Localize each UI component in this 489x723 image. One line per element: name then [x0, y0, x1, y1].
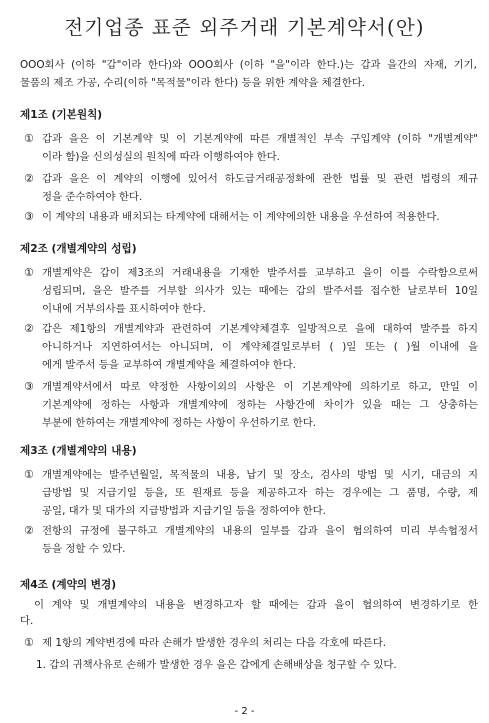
- article-3-item-1-number: ①: [24, 468, 34, 481]
- article-3-item-1-line-3: 공일, 대가 및 대가의 지급방법과 지급기일 등을 정하여야 한다.: [42, 505, 326, 517]
- article-3-item-1-line-2: 급방법 및 지급기일 등을, 또 원재료 등을 제공하고자 하는 경우에는 그 품명, 수량, 제: [42, 487, 478, 499]
- article-3-item-2-line-1: 전항의 규정에 불구하고 개별계약의 내용의 일부를 갑과 을이 협의하여 미리 부속협정서: [42, 525, 478, 537]
- article-1-item-1-number: ①: [24, 132, 34, 145]
- intro-line-1: OOO회사 (이하 "갑"이라 한다)와 OOO회사 (이하 "을"이라 한다.)는 갑과 을간의 자재, 기기,: [20, 59, 477, 71]
- article-3-item-1-line-1: 개별계약에는 발주년월일, 목적물의 내용, 납기 및 장소, 검사의 방법 및 시기, 대금의 지: [42, 469, 478, 481]
- article-1-item-1-line-2: 이라 함)을 신의성실의 원칙에 따라 이행하여야 한다.: [42, 151, 280, 163]
- article-2-item-2-line-2: 아니하거나 지연하여서는 아니되며, 이 계약체결일로부터 ( )일 또는 ( )월 이내에 을: [42, 341, 478, 353]
- article-2-item-2-line-1: 갑은 제1항의 개별계약과 관련하여 기본계약체결후 일방적으로 을에 대하여 발주를 하지: [42, 323, 478, 335]
- article-2-item-1-number: ①: [24, 266, 34, 279]
- article-1-item-2-number: ②: [24, 172, 34, 185]
- article-4-paragraph-line-1: 이 계약 및 개별계약의 내용을 변경하고자 할 때에는 갑과 을이 협의하여 변경하기로 한: [34, 599, 478, 611]
- article-2-heading: 제2조 (개별계약의 성립): [20, 243, 137, 255]
- article-2-item-3-line-1: 개별계약서에서 따로 약정한 사항이외의 사항은 이 기본계약에 의하기로 하고, 만일 이: [42, 381, 478, 393]
- article-3-item-2-line-2: 등을 정할 수 있다.: [42, 543, 126, 555]
- article-1-item-2-line-2: 정을 준수하여야 한다.: [42, 191, 143, 203]
- article-2-item-2-number: ②: [24, 322, 34, 335]
- article-2-item-3-line-3: 부분에 한하여는 개별계약에 정하는 사항이 우선하기로 한다.: [42, 417, 317, 429]
- article-4-paragraph-line-2: 다.: [20, 615, 34, 627]
- article-4-item-1-number: ①: [24, 636, 34, 649]
- article-1-heading: 제1조 (기본원칙): [20, 109, 103, 121]
- article-1-item-3-number: ③: [24, 210, 34, 223]
- article-4-item-1-line-1: 제 1항의 계약변경에 따라 손해가 발생한 경우의 처리는 다음 각호에 따른다.: [42, 637, 387, 649]
- article-3-heading: 제3조 (개별계약의 내용): [20, 445, 137, 457]
- article-1-item-2-line-1: 갑과 을은 이 계약의 이행에 있어서 하도급거래공정화에 관한 법률 및 관련 법령의 제규: [42, 173, 478, 185]
- article-1-item-3-line-1: 이 계약의 내용과 배치되는 타계약에 대해서는 이 계약에의한 내용을 우선하여 적용한다.: [42, 211, 440, 223]
- article-4-heading: 제4조 (계약의 변경): [20, 579, 117, 591]
- intro-line-2: 물품의 제조 가공, 수리(이하 "목적물"이라 한다) 등을 위한 계약을 체결한다.: [20, 77, 366, 89]
- article-2-item-1-line-1: 개별계약은 갑이 제3조의 거래내용을 기재한 발주서를 교부하고 을이 이를 수락함으로써: [42, 267, 478, 279]
- article-2-item-3-line-2: 기본계약에 정하는 사항과 개별계약에 정하는 사항간에 차이가 있을 때는 그 상충하는: [42, 399, 478, 411]
- article-2-item-1-line-2: 성립되며, 을은 발주를 거부할 의사가 있는 때에는 갑의 발주서를 접수한 날로부터 10일: [42, 285, 478, 297]
- article-3-item-2-number: ②: [24, 524, 34, 537]
- article-2-item-3-number: ③: [24, 380, 34, 393]
- article-4-subitem-1: 1. 갑의 귀책사유로 손해가 발생한 경우 을은 갑에게 손해배상을 청구할 수 있다.: [36, 659, 397, 671]
- page-number: - 2 -: [234, 706, 255, 717]
- article-1-item-1-line-1: 갑과 을은 이 기본계약 및 이 기본계약에 따른 개별적인 부속 구입계약 (이하 "개별계약": [42, 133, 478, 145]
- document-title: 전기업종 표준 외주거래 기본계약서(안): [64, 16, 425, 39]
- article-2-item-1-line-3: 이내에 거부의사를 표시하여야 한다.: [42, 303, 206, 315]
- article-2-item-2-line-3: 에게 발주서 등을 교부하여 개별계약을 체결하여야 한다.: [42, 359, 296, 371]
